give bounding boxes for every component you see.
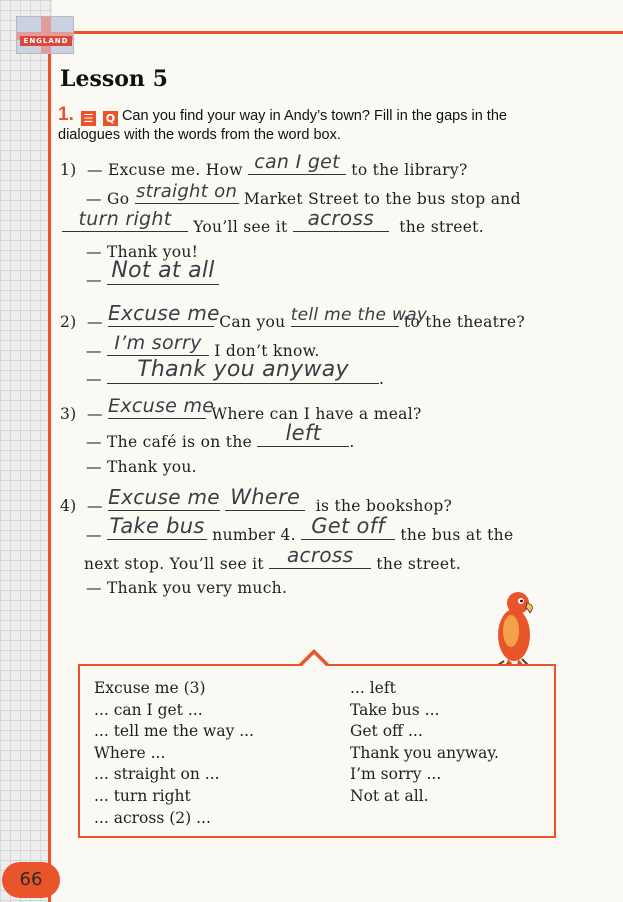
- instruction-text: Can you find your way in Andy’s town? Fill in the gaps in the dialogues with the words from the word box.: [58, 108, 507, 143]
- word-box-item: Get off ...: [350, 722, 423, 741]
- word-box-item: ... turn right: [94, 786, 191, 805]
- answer-handwriting[interactable]: straight on: [135, 181, 238, 202]
- answer-handwriting[interactable]: across: [307, 206, 374, 230]
- dialogue-number: 1): [60, 161, 77, 179]
- answer-handwriting[interactable]: Where: [230, 485, 301, 509]
- answer-handwriting[interactable]: Excuse me: [108, 395, 215, 417]
- lesson-title: Lesson 5: [60, 66, 168, 92]
- dialogue-number: 3): [60, 405, 77, 423]
- margin-grid: [0, 0, 52, 902]
- exercise-number: 1.: [58, 104, 74, 125]
- word-box-item: ... tell me the way ...: [94, 722, 255, 741]
- answer-handwriting[interactable]: tell me the way: [290, 305, 428, 325]
- word-box-right-column: [350, 678, 499, 808]
- dialogue-4-line-3: next stop. You’ll see it across the street.: [84, 543, 462, 573]
- answer-handwriting[interactable]: Take bus: [109, 514, 205, 538]
- word-box-item: Thank you anyway.: [350, 743, 499, 762]
- badge-label: ENGLAND: [20, 36, 72, 46]
- dialogue-4-line-4: — Thank you very much.: [86, 579, 288, 597]
- word-box-item: ... straight on ...: [94, 765, 220, 784]
- word-box: [78, 664, 556, 838]
- answer-handwriting[interactable]: turn right: [78, 208, 172, 230]
- word-box-item: Excuse me (3): [94, 679, 206, 697]
- margin-rule: [48, 28, 51, 902]
- answer-handwriting[interactable]: I’m sorry: [114, 332, 202, 354]
- dialogue-2-line-2: — I’m sorry I don’t know.: [86, 332, 320, 360]
- book-icon: Q: [103, 111, 118, 126]
- page-number: 66: [2, 862, 60, 898]
- dialogue-1-line-4: — Thank you!: [86, 243, 199, 261]
- answer-handwriting[interactable]: left: [285, 421, 322, 445]
- word-box-item: I’m sorry ...: [350, 765, 442, 784]
- word-box-left-column: [94, 678, 254, 829]
- word-box-item: Take bus ...: [350, 700, 440, 719]
- top-rule: [48, 31, 623, 34]
- answer-handwriting[interactable]: Excuse me: [108, 485, 220, 509]
- exercise-instruction: [58, 105, 558, 145]
- england-flag-badge: [16, 16, 74, 54]
- answer-handwriting[interactable]: Thank you anyway: [137, 357, 349, 382]
- dialogue-2-line-1: 2) — Excuse me Can you tell me the way to the theatre?: [60, 301, 525, 331]
- word-box-item: ... across (2) ...: [94, 808, 211, 827]
- list-icon: ☰: [81, 111, 96, 126]
- dialogue-3-line-1: 3) — Excuse me Where can I have a meal?: [60, 395, 422, 423]
- dialogue-3-line-2: — The café is on the left .: [86, 421, 355, 451]
- dialogue-2-line-3: — Thank you anyway .: [86, 357, 385, 388]
- dialogue-4-line-1: 4) — Excuse me Where is the bookshop?: [60, 485, 453, 515]
- word-box-item: Not at all.: [350, 786, 429, 805]
- answer-handwriting[interactable]: across: [286, 543, 354, 567]
- word-box-item: ... can I get ...: [94, 700, 203, 719]
- dialogue-1-line-1: 1) — Excuse me. How can I get to the library?: [60, 151, 468, 179]
- dialogue-number: 4): [60, 497, 77, 515]
- word-box-item: ... left: [350, 679, 396, 697]
- dialogue-1-line-2: — Go straight on Market Street to the bus stop and: [86, 181, 521, 208]
- dialogue-number: 2): [60, 313, 77, 331]
- word-box-pointer-inner: [302, 654, 326, 666]
- word-box-item: Where ...: [94, 743, 166, 762]
- answer-handwriting[interactable]: Get off: [311, 514, 386, 538]
- answer-handwriting[interactable]: Excuse me: [108, 301, 220, 325]
- dialogue-1-line-5: — Not at all: [86, 267, 219, 289]
- dialogue-4-line-2: — Take bus number 4. Get off the bus at the: [86, 514, 514, 544]
- dialogue-1-line-3: turn right You’ll see it across the street.: [62, 214, 484, 236]
- answer-handwriting[interactable]: can I get: [254, 151, 340, 173]
- answer-handwriting[interactable]: Not at all: [111, 258, 215, 283]
- dialogue-3-line-3: — Thank you.: [86, 458, 197, 476]
